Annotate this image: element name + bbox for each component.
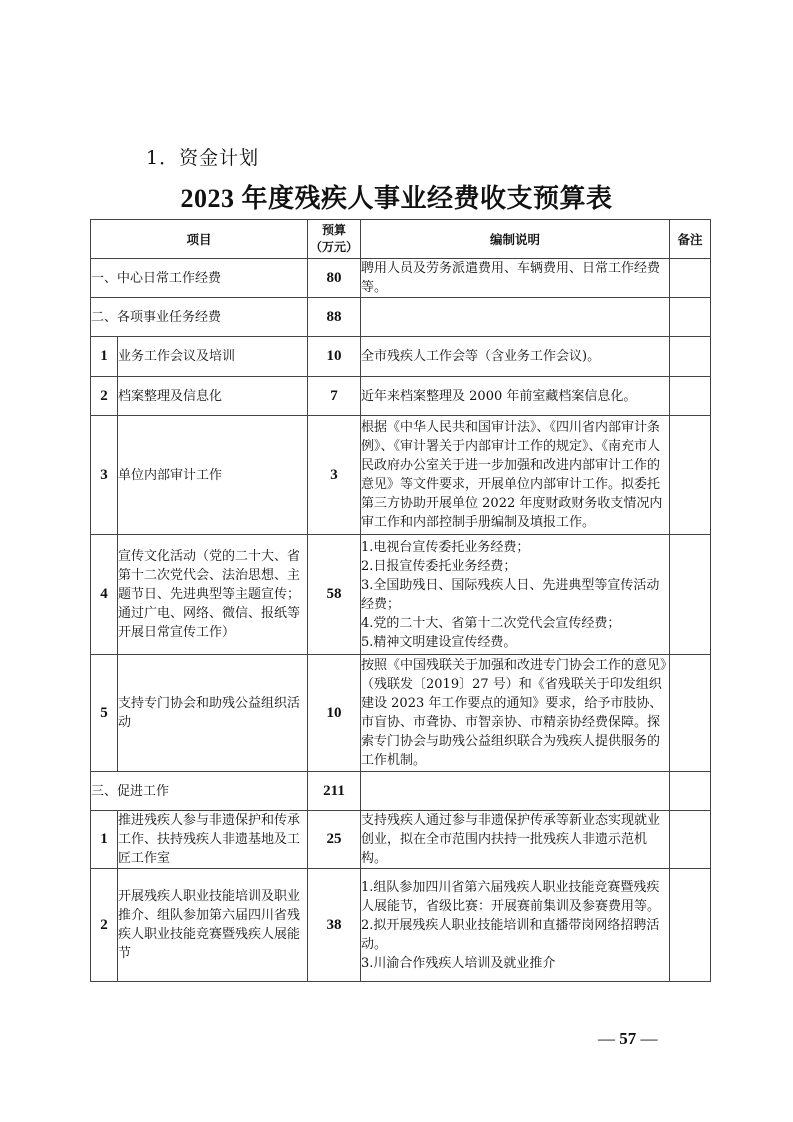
description-line: 3.川渝合作残疾人培训及就业推介 [361,955,556,971]
description-line: 支持残疾人通过参与非遗保护传承等新业态实现就业创业，拟在全市范围内扶持一批残疾人非遗示范机构。 [361,813,661,866]
row-description [361,811,670,869]
budget-table [90,219,711,982]
row-amount: 88 [308,298,361,337]
row-note [670,772,711,811]
row-note [670,535,711,655]
description-line: 4.党的二十大、省第十二次党代会宣传经费； [361,615,621,631]
row-item: 单位内部审计工作 [118,416,308,535]
description-line: 1.组队参加四川省第六届残疾人职业技能竞赛暨残疾人展能节，省级比赛：开展赛前集训及参赛费用等。 [361,879,661,914]
row-note [670,655,711,772]
row-index: 4 [91,535,118,655]
description-line: 聘用人员及劳务派遣费用、车辆费用、日常工作经费等。 [361,261,661,295]
document-title: 2023 年度残疾人事业经费收支预算表 [180,184,613,213]
description-line: 2.日报宣传委托业务经费； [361,558,517,574]
section-heading: 1．资金计划 [146,147,260,169]
row-note [670,869,711,982]
description-line: 近年来档案整理及 2000 年前室藏档案信息化。 [361,388,637,404]
row-description [361,377,670,416]
table-row [91,535,711,655]
header-budget-line2: （万元） [310,240,359,254]
row-description [361,298,670,337]
header-note: 备注 [670,220,711,259]
row-amount: 10 [308,337,361,377]
description-line: 3.全国助残日、国际残疾人日、先进典型等宣传活动经费； [361,577,660,612]
row-description [361,655,670,772]
row-note [670,377,711,416]
description-line: 全市残疾人工作会等（含业务工作会议)。 [361,349,601,364]
row-item: 开展残疾人职业技能培训及职业推介、组队参加第六届四川省残疾人职业技能竞赛暨残疾人展能节 [118,869,308,982]
table-header-row [91,220,711,259]
row-item: 支持专门协会和助残公益组织活动 [118,655,308,772]
row-amount: 10 [308,655,361,772]
row-note [670,416,711,535]
table-row [91,337,711,377]
page-number [598,1029,658,1049]
row-index: 1 [91,337,118,377]
row-note [670,337,711,377]
table-row-category [91,298,711,337]
row-description [361,259,670,298]
row-index: 2 [91,869,118,982]
row-description [361,416,670,535]
row-note [670,259,711,298]
description-line: 根据《中华人民共和国审计法》、《四川省内部审计条例》、《审计署关于内部审计工作的规定》、《南充市人民政府办公室关于进一步加强和改进内部审计工作的意见》等文件要求，开展单位内部审计工作。拟委托第三方协助开展单位 2022 年度财政财务收支情况内审工作和内部控制手册编制及填报工作。 [361,420,663,530]
row-amount: 38 [308,869,361,982]
table-row [91,416,711,535]
page-number-value: 57 [619,1029,637,1048]
row-amount: 25 [308,811,361,869]
row-item: 宣传文化活动（党的二十大、省第十二次党代会、法治思想、主题节日、先进典型等主题宣传；通过广电、网络、微信、报纸等开展日常宣传工作） [118,535,308,655]
header-budget-line1: 预算 [322,223,347,237]
table-row [91,655,711,772]
row-item: 三、促进工作 [91,772,308,811]
row-item: 档案整理及信息化 [118,377,308,416]
row-amount: 58 [308,535,361,655]
header-description: 编制说明 [361,220,670,259]
row-item: 业务工作会议及培训 [118,337,308,377]
row-description [361,337,670,377]
description-line: 按照《中国残联关于加强和改进专门协会工作的意见》（残联发〔2019〕27 号）和《省残联关于印发组织建设 2023 年工作要点的通知》要求，给予市肢协、市盲协、市聋协、市智亲协、市精亲协经费保障。探索专门协会与助残公益组织联合为残疾人提供服务的工作机制。 [361,658,667,768]
table-row [91,377,711,416]
row-index: 1 [91,811,118,869]
row-description [361,535,670,655]
description-line: 5.精神文明建设宣传经费。 [361,634,517,650]
row-index: 2 [91,377,118,416]
row-amount: 7 [308,377,361,416]
row-amount: 3 [308,416,361,535]
row-note [670,811,711,869]
table-body [91,259,711,982]
table-row [91,811,711,869]
page-dash-left: — [598,1029,615,1048]
row-note [670,298,711,337]
row-index: 3 [91,416,118,535]
row-description [361,869,670,982]
table-row [91,869,711,982]
description-line: 1.电视台宣传委托业务经费； [361,539,530,555]
description-line: 2.拟开展残疾人职业技能培训和直播带岗网络招聘活动。 [361,917,660,952]
row-item: 推进残疾人参与非遗保护和传承工作、扶持残疾人非遗基地及工匠工作室 [118,811,308,869]
row-description [361,772,670,811]
header-budget [308,220,361,259]
row-index: 5 [91,655,118,772]
header-item: 项目 [91,220,308,259]
row-amount: 211 [308,772,361,811]
table-row-category [91,772,711,811]
row-item: 一、中心日常工作经费 [91,259,308,298]
page-dash-right: — [640,1029,658,1048]
table-row-category [91,259,711,298]
row-item: 二、各项事业任务经费 [91,298,308,337]
row-amount: 80 [308,259,361,298]
